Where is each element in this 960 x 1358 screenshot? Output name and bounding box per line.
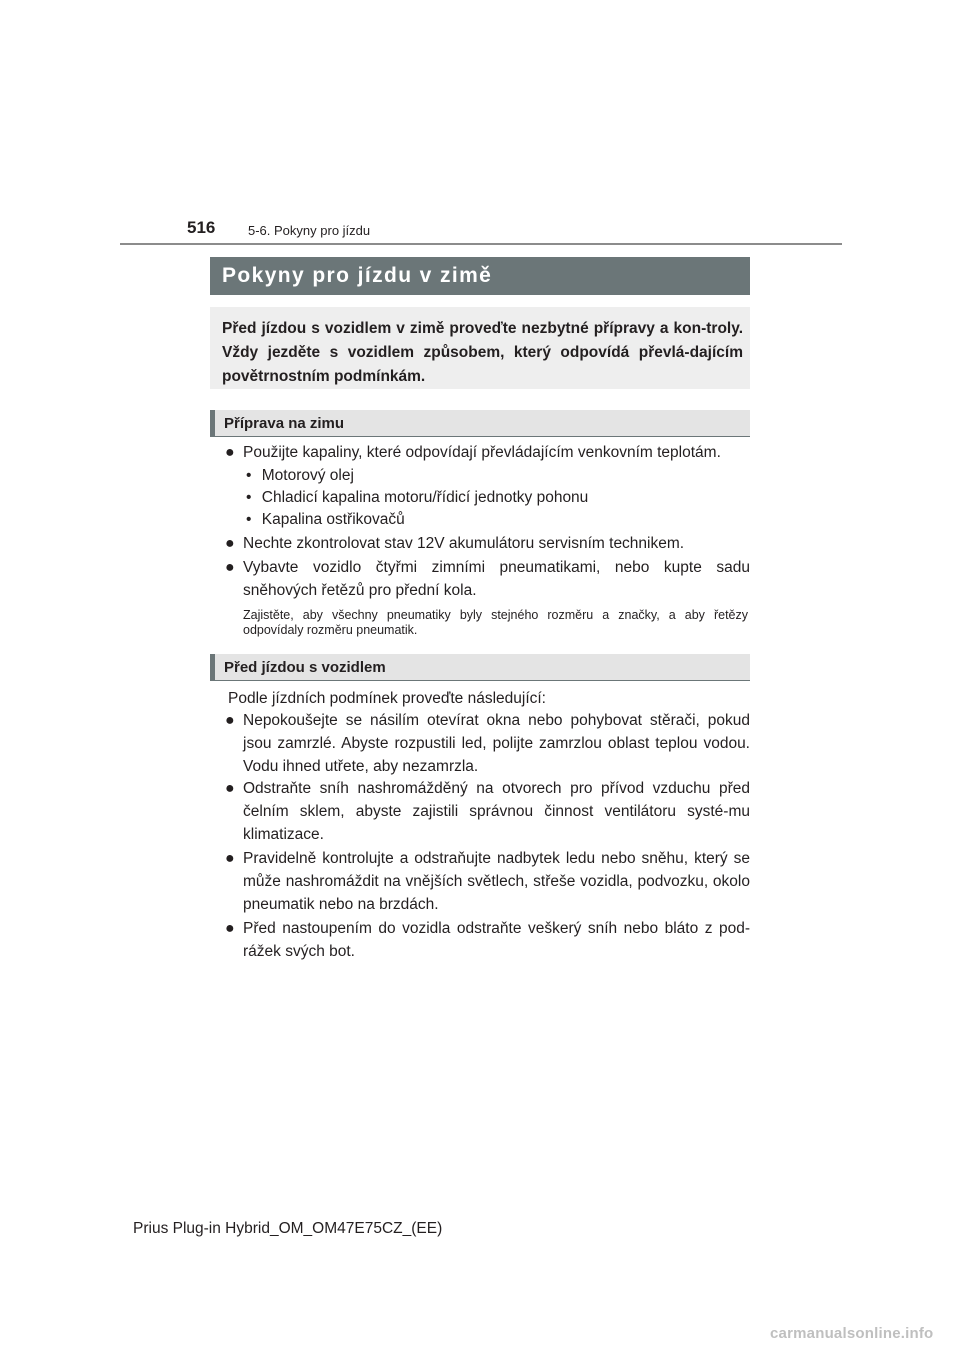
sub-bullet-icon: • (246, 489, 252, 506)
bullet-icon: ● (225, 780, 235, 797)
page-title-bar (210, 257, 750, 295)
bullet-item (225, 556, 750, 602)
intro-box: Před jízdou s vozidlem v zimě proveďte nezbytné přípravy a kon-troly. Vždy jezděte s vozidlem způsobem, který odpovídá převlá-dajícím povětrnostním podmínkám. (210, 307, 750, 389)
page-number: 516 (187, 218, 216, 237)
bullet-item (225, 709, 750, 778)
bullet-item (225, 441, 750, 464)
sub-item-text: Kapalina ostřikovačů (261, 511, 405, 528)
sub-list-item (246, 464, 354, 487)
bullet-icon: ● (225, 535, 235, 552)
sub-list-item (246, 508, 405, 531)
section-header: 5-6. Pokyny pro jízdu (248, 223, 371, 238)
bullet-text: Nechte zkontrolovat stav 12V akumulátoru servisním technikem. (243, 535, 685, 552)
bullet-item (225, 777, 750, 846)
bullet-item (225, 917, 750, 963)
bullet-text: Odstraňte sníh nashromážděný na otvorech pro přívod vzduchu před čelním sklem, abyste zajistili správnou činnost ventilátoru systé-mu klimatizace. (243, 780, 750, 843)
header-divider (120, 243, 842, 245)
sub-item-text: Motorový olej (261, 467, 354, 484)
page-title: Pokyny pro jízdu v zimě (222, 264, 493, 287)
sub-bullet-icon: • (246, 511, 252, 528)
bullet-text: Před nastoupením do vozidla odstraňte veškerý sníh nebo bláto z pod-rážek svých bot. (243, 920, 750, 960)
sub-item-text: Chladicí kapalina motoru/řídicí jednotky pohonu (261, 489, 589, 506)
bullet-text: Nepokoušejte se násilím otevírat okna nebo pohybovat stěrači, pokud jsou zamrzlé. Abyste rozpustili led, polijte zamrzlou oblast teplou vodou. Vodu ihned utřete, aby nezamrzla. (243, 712, 750, 775)
bullet-icon: ● (225, 559, 235, 576)
bullet-item (225, 532, 750, 555)
watermark: carmanualsonline.info (770, 1325, 934, 1342)
section-intro-text: Podle jízdních podmínek proveďte následující: (228, 690, 546, 707)
bullet-item (225, 847, 750, 916)
bullet-text: Pravidelně kontrolujte a odstraňujte nadbytek ledu nebo sněhu, který se může nashromáždit na vnějších světlech, střeše vozidla, podvozku, okolo pneumatik nebo na brzdách. (243, 850, 750, 913)
bullet-icon: ● (225, 920, 235, 937)
section-heading-before-driving: Před jízdou s vozidlem (210, 654, 750, 681)
footer-model-code: Prius Plug-in Hybrid_OM_OM47E75CZ_(EE) (133, 1220, 443, 1237)
bullet-text: Vybavte vozidlo čtyřmi zimními pneumatikami, nebo kupte sadu sněhových řetězů pro přední kola. (243, 559, 750, 599)
bullet-icon: ● (225, 712, 235, 729)
bullet-icon: ● (225, 850, 235, 867)
sub-list-item (246, 486, 588, 509)
sub-bullet-icon: • (246, 467, 252, 484)
note-text: Zajistěte, aby všechny pneumatiky byly stejného rozměru a značky, a aby řetězy odpovídaly rozměru pneumatik. (243, 608, 748, 637)
section-heading-winter-prep: Příprava na zimu (210, 410, 750, 437)
bullet-text: Použijte kapaliny, které odpovídají převládajícím venkovním teplotám. (243, 444, 721, 461)
bullet-icon: ● (225, 444, 235, 461)
